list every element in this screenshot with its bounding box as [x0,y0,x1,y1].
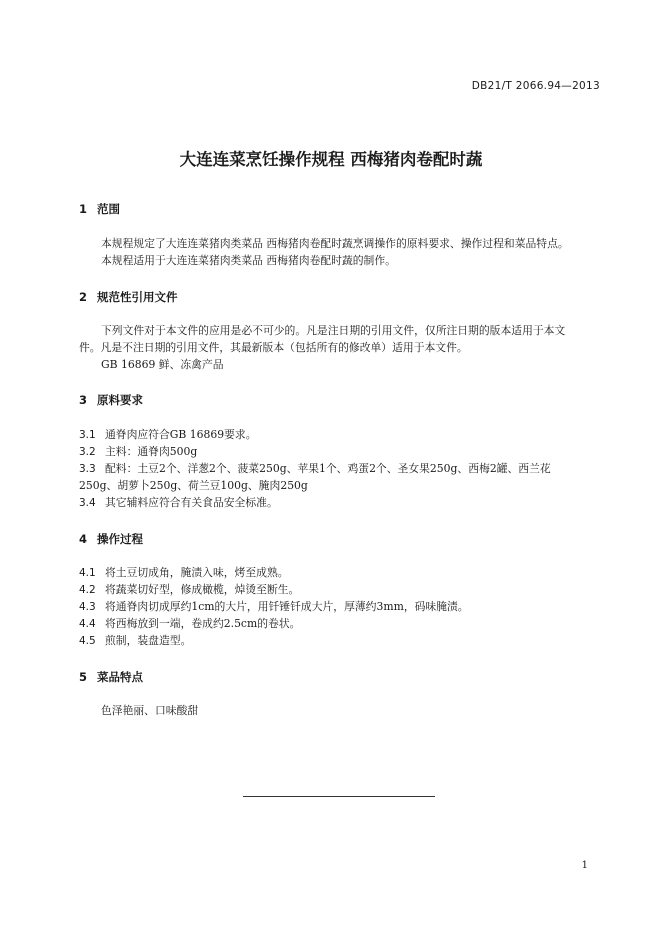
clause-4-1: 4.1 将土豆切成角，腌渍入味，烤至成熟。 [79,566,289,579]
clause-3-4: 3.4 其它辅料应符合有关食品安全标准。 [79,496,278,509]
page-number: 1 [581,860,588,871]
clause-3-1: 3.1 通脊肉应符合GB 16869要求。 [79,428,257,441]
clause-4-4: 4.4 将西梅放到一端，卷成约2.5cm的卷状。 [79,617,301,630]
clause-3-2: 3.2 主料：通脊肉500g [79,445,198,458]
standard-code: DB21/T 2066.94—2013 [471,80,600,92]
paragraph: 本规程规定了大连连菜猪肉类菜品 西梅猪肉卷配时蔬烹调操作的原料要求、操作过程和菜品特点。 [101,237,569,250]
paragraph: 本规程适用于大连连菜猪肉类菜品 西梅猪肉卷配时蔬的制作。 [101,254,396,267]
clause-3-3-continued: 250g、胡萝卜250g、荷兰豆100g、腌肉250g [79,479,308,492]
paragraph: 色泽艳丽、口味酸甜 [101,704,199,717]
paragraph: 下列文件对于本文件的应用是必不可少的。凡是注日期的引用文件，仅所注日期的版本适用于本文 [101,324,566,337]
section-heading-5: 5 菜品特点 [79,670,143,684]
section-heading-4: 4 操作过程 [79,532,143,546]
paragraph: 件。凡是不注日期的引用文件，其最新版本（包括所有的修改单）适用于本文件。 [79,341,468,354]
section-heading-3: 3 原料要求 [79,393,143,407]
clause-3-3: 3.3 配料：土豆2个、洋葱2个、菠菜250g、苹果1个、鸡蛋2个、圣女果250g、西梅2罐、西兰花 [79,462,551,475]
clause-4-2: 4.2 将蔬菜切好型，修成橄榄，焯烫至断生。 [79,583,300,596]
end-of-document-line [243,796,435,797]
section-heading-2: 2 规范性引用文件 [79,290,178,304]
document-title: 大连连菜烹饪操作规程 西梅猪肉卷配时蔬 [179,150,483,169]
section-heading-1: 1 范围 [79,202,120,216]
clause-4-5: 4.5 煎制，装盘造型。 [79,634,192,647]
clause-4-3: 4.3 将通脊肉切成厚约1cm的大片，用钎锤钎成大片，厚薄约3mm，码味腌渍。 [79,600,469,613]
normative-reference: GB 16869 鲜、冻禽产品 [101,358,224,371]
